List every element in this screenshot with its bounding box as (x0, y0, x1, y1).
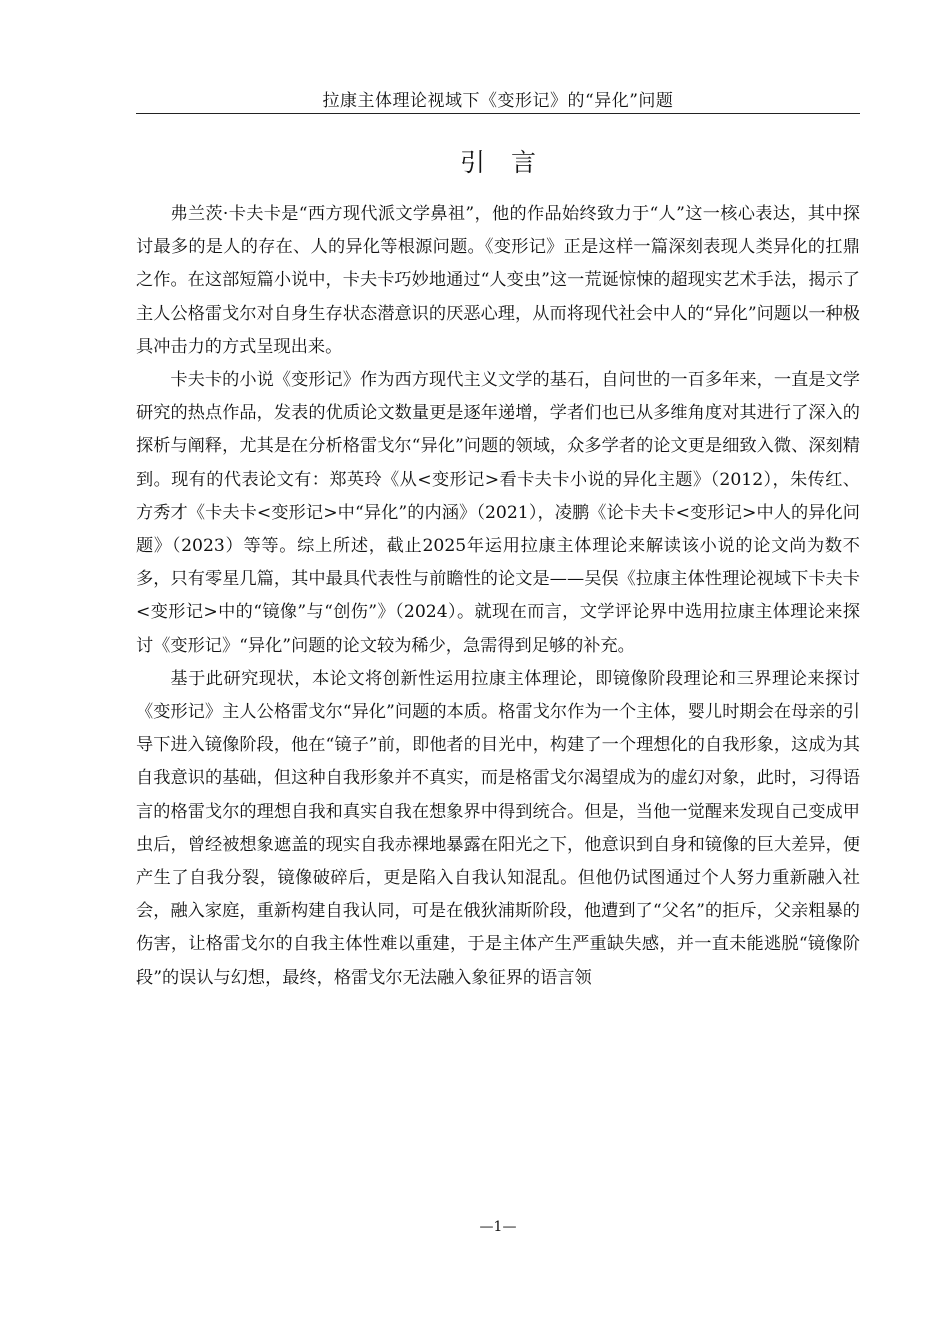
page-number: —1— (479, 1219, 517, 1235)
paragraph: 卡夫卡的小说《变形记》作为西方现代主义文学的基石，自问世的一百多年来，一直是文学研究的热点作品，发表的优质论文数量更是逐年递增，学者们也已从多维角度对其进行了深入的探析与阐释，尤其是在分析格雷戈尔“异化”问题的领域，众多学者的论文更是细致入微、深刻精到。现有的代表论文有：郑英玲《从<变形记>看卡夫卡小说的异化主题》（2012），朱传红、方秀才《卡夫卡<变形记>中“异化”的内涵》（2021），凌鹏《论卡夫卡<变形记>中人的异化问题》（2023）等等。综上所述，截止2025年运用拉康主体理论来解读该小说的论文尚为数不多，只有零星几篇，其中最具代表性与前瞻性的论文是——吴俣《拉康主体性理论视域下卡夫卡<变形记>中的“镜像”与“创伤”》（2024）。就现在而言，文学评论界中选用拉康主体理论来探讨《变形记》“异化”问题的论文较为稀少，急需得到足够的补充。 (136, 370, 860, 656)
header-divider (136, 113, 860, 114)
body-text (136, 198, 860, 995)
running-header: 拉康主体理论视域下《变形记》的“异化”问题 (322, 91, 674, 111)
paragraph: 基于此研究现状，本论文将创新性运用拉康主体理论，即镜像阶段理论和三界理论来探讨《变形记》主人公格雷戈尔“异化”问题的本质。格雷戈尔作为一个主体，婴儿时期会在母亲的引导下进入镜像阶段，他在“镜子”前，即他者的目光中，构建了一个理想化的自我形象，这成为其自我意识的基础，但这种自我形象并不真实，而是格雷戈尔渴望成为的虚幻对象，此时，习得语言的格雷戈尔的理想自我和真实自我在想象界中得到统合。但是，当他一觉醒来发现自己变成甲虫后，曾经被想象遮盖的现实自我赤裸地暴露在阳光之下，他意识到自身和镜像的巨大差异，便产生了自我分裂，镜像破碎后，更是陷入自我认知混乱。但他仍试图通过个人努力重新融入社会，融入家庭，重新构建自我认同，可是在俄狄浦斯阶段，他遭到了“父名”的拒斥，父亲粗暴的伤害，让格雷戈尔的自我主体性难以重建，于是主体产生严重缺失感，并一直未能逃脱“镜像阶段”的误认与幻想，最终，格雷戈尔无法融入象征界的语言领 (136, 668, 860, 988)
paragraph: 弗兰茨·卡夫卡是“西方现代派文学鼻祖”，他的作品始终致力于“人”这一核心表达，其中探讨最多的是人的存在、人的异化等根源问题。《变形记》正是这样一篇深刻表现人类异化的扛鼎之作。在这部短篇小说中，卡夫卡巧妙地通过“人变虫”这一荒诞惊悚的超现实艺术手法，揭示了主人公格雷戈尔对自身生存状态潜意识的厌恶心理，从而将现代社会中人的“异化”问题以一种极具冲击力的方式呈现出来。 (136, 204, 860, 357)
section-title: 引言 (459, 148, 562, 177)
